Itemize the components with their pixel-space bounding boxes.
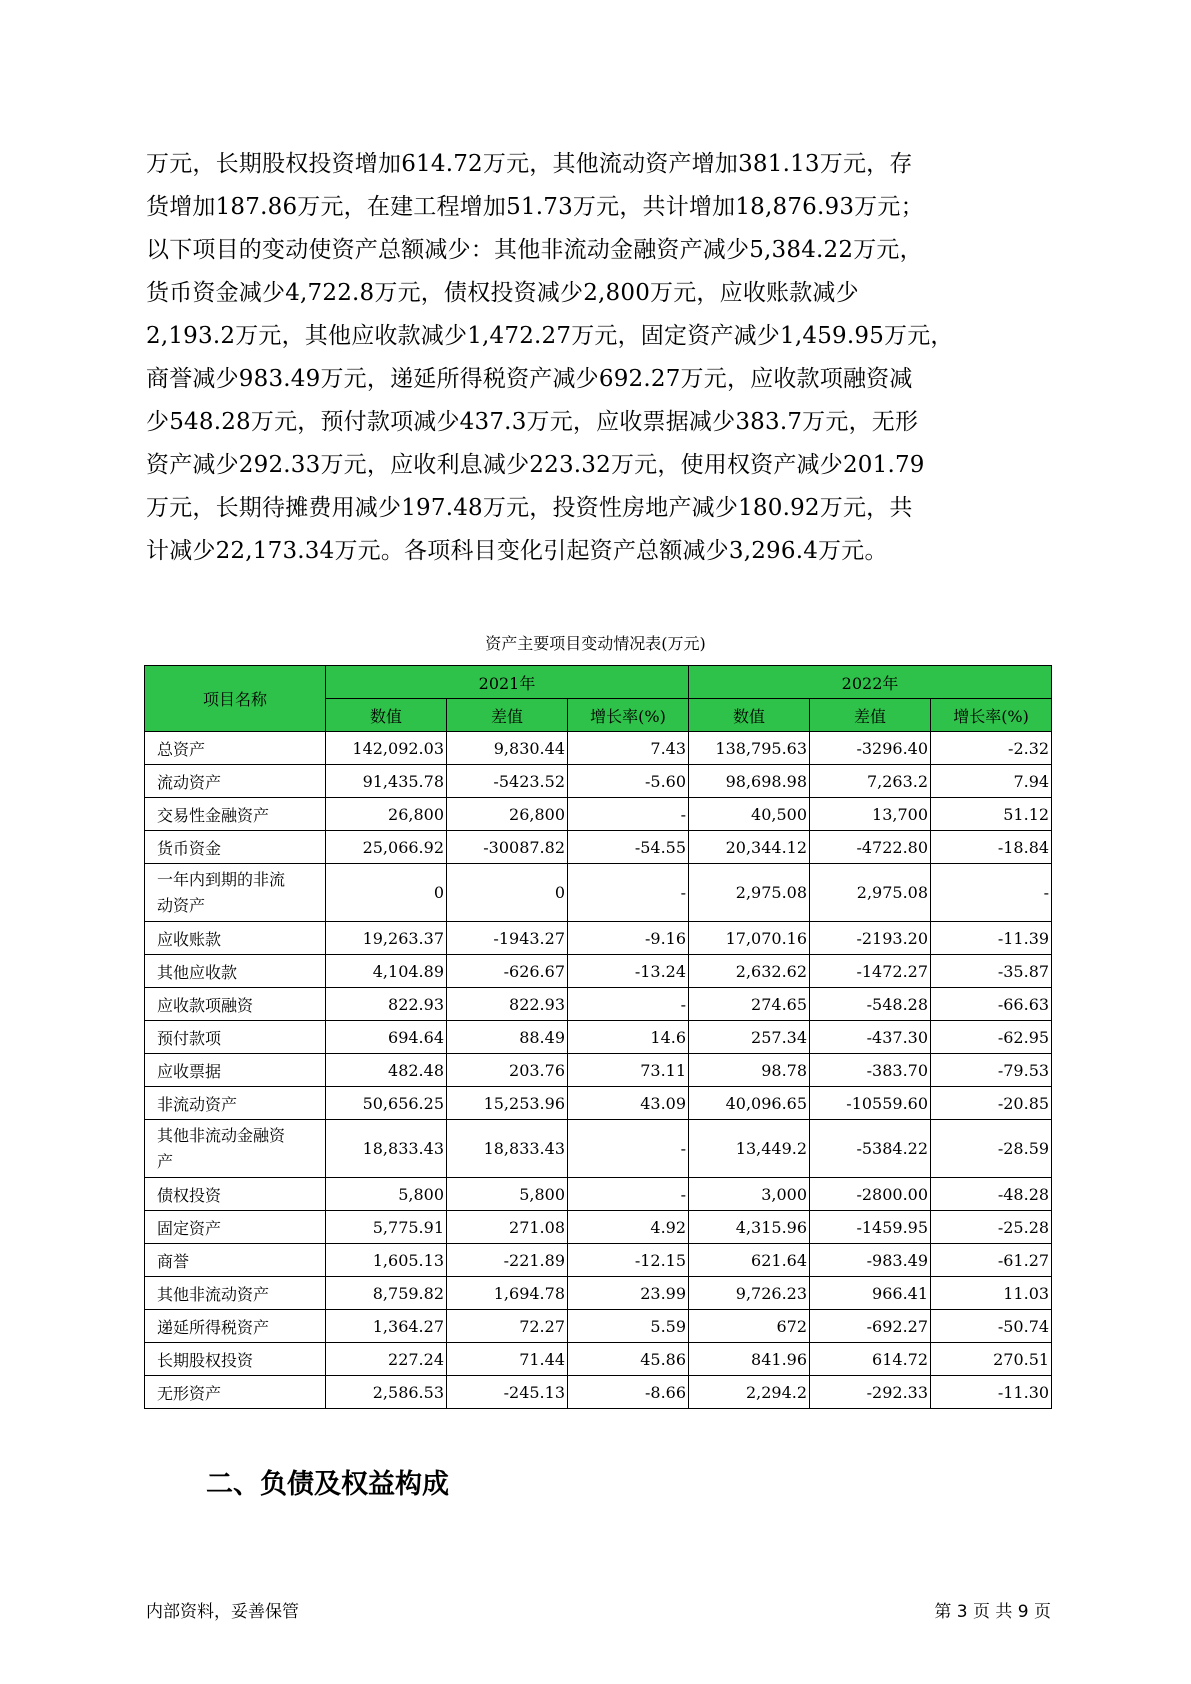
cell-difference-2022: -548.28	[810, 988, 931, 1021]
paragraph-line: 万元，长期股权投资增加614.72万元，其他流动资产增加381.13万元，存	[146, 151, 913, 177]
cell-value-2021: 18,833.43	[326, 1120, 447, 1178]
table-row	[145, 1277, 1052, 1310]
subheader-value: 数值	[326, 699, 447, 732]
row-item-name: 应收款项融资	[145, 988, 326, 1021]
subheader-growth-rate: 增长率(%)	[568, 699, 689, 732]
row-item-name-line: 一年内到期的非流	[157, 869, 286, 889]
cell-difference-2022: 2,975.08	[810, 864, 931, 922]
body-paragraph	[146, 143, 1046, 573]
cell-value-2022: 138,795.63	[689, 732, 810, 765]
cell-growth-rate-2021: 43.09	[568, 1087, 689, 1120]
cell-difference-2021: 71.44	[447, 1343, 568, 1376]
cell-difference-2022: -292.33	[810, 1376, 931, 1409]
row-item-name: 无形资产	[145, 1376, 326, 1409]
table-row	[145, 1087, 1052, 1120]
paragraph-line: 计减少22,173.34万元。各项科目变化引起资产总额减少3,296.4万元。	[146, 538, 888, 564]
cell-growth-rate-2021: -13.24	[568, 955, 689, 988]
cell-difference-2022: -5384.22	[810, 1120, 931, 1178]
row-item-name: 商誉	[145, 1244, 326, 1277]
table-row	[145, 1054, 1052, 1087]
cell-growth-rate-2022: -66.63	[931, 988, 1052, 1021]
cell-growth-rate-2021: 23.99	[568, 1277, 689, 1310]
row-item-name: 其他非流动资产	[145, 1277, 326, 1310]
header-year-2021: 2021年	[326, 666, 689, 699]
subheader-difference: 差值	[810, 699, 931, 732]
cell-value-2022: 2,294.2	[689, 1376, 810, 1409]
cell-difference-2021: 1,694.78	[447, 1277, 568, 1310]
cell-growth-rate-2022: -28.59	[931, 1120, 1052, 1178]
cell-value-2022: 40,500	[689, 798, 810, 831]
table-row	[145, 864, 1052, 922]
cell-growth-rate-2021: 7.43	[568, 732, 689, 765]
paragraph-line: 货增加187.86万元，在建工程增加51.73万元，共计增加18,876.93万元；	[146, 194, 924, 220]
cell-difference-2022: -10559.60	[810, 1087, 931, 1120]
cell-growth-rate-2021: 4.92	[568, 1211, 689, 1244]
cell-growth-rate-2021: 73.11	[568, 1054, 689, 1087]
cell-growth-rate-2022: 11.03	[931, 1277, 1052, 1310]
paragraph-line: 以下项目的变动使资产总额减少：其他非流动金融资产减少5,384.22万元，	[146, 237, 923, 263]
row-item-name: 流动资产	[145, 765, 326, 798]
cell-value-2022: 4,315.96	[689, 1211, 810, 1244]
cell-growth-rate-2021: 45.86	[568, 1343, 689, 1376]
cell-growth-rate-2021: -54.55	[568, 831, 689, 864]
cell-difference-2022: 614.72	[810, 1343, 931, 1376]
cell-growth-rate-2022: 51.12	[931, 798, 1052, 831]
cell-value-2021: 822.93	[326, 988, 447, 1021]
cell-growth-rate-2022: -61.27	[931, 1244, 1052, 1277]
cell-value-2022: 672	[689, 1310, 810, 1343]
table-row	[145, 1178, 1052, 1211]
table-row	[145, 765, 1052, 798]
row-item-name-line: 其他非流动金融资	[157, 1125, 286, 1145]
table-header-row	[145, 666, 1052, 699]
table-row	[145, 831, 1052, 864]
cell-growth-rate-2021: -	[568, 798, 689, 831]
table-row	[145, 922, 1052, 955]
cell-growth-rate-2022: -11.39	[931, 922, 1052, 955]
cell-difference-2022: -2800.00	[810, 1178, 931, 1211]
cell-difference-2021: -5423.52	[447, 765, 568, 798]
cell-value-2022: 9,726.23	[689, 1277, 810, 1310]
cell-value-2021: 0	[326, 864, 447, 922]
row-item-name: 固定资产	[145, 1211, 326, 1244]
cell-value-2021: 1,605.13	[326, 1244, 447, 1277]
cell-difference-2022: -437.30	[810, 1021, 931, 1054]
row-item-name: 应收票据	[145, 1054, 326, 1087]
cell-difference-2022: -692.27	[810, 1310, 931, 1343]
paragraph-line: 万元，长期待摊费用减少197.48万元，投资性房地产减少180.92万元，共	[146, 495, 913, 521]
table-row	[145, 1310, 1052, 1343]
cell-value-2021: 26,800	[326, 798, 447, 831]
cell-growth-rate-2022: -11.30	[931, 1376, 1052, 1409]
cell-difference-2021: 271.08	[447, 1211, 568, 1244]
table-row	[145, 1120, 1052, 1178]
table-row	[145, 1244, 1052, 1277]
cell-growth-rate-2021: 5.59	[568, 1310, 689, 1343]
cell-value-2022: 13,449.2	[689, 1120, 810, 1178]
row-item-name-line: 产	[157, 1151, 174, 1171]
cell-growth-rate-2021: -9.16	[568, 922, 689, 955]
table-row	[145, 1211, 1052, 1244]
cell-value-2022: 841.96	[689, 1343, 810, 1376]
row-item-name: 货币资金	[145, 831, 326, 864]
cell-growth-rate-2022: -25.28	[931, 1211, 1052, 1244]
cell-value-2022: 2,632.62	[689, 955, 810, 988]
cell-value-2021: 482.48	[326, 1054, 447, 1087]
cell-difference-2022: 13,700	[810, 798, 931, 831]
cell-growth-rate-2022: -2.32	[931, 732, 1052, 765]
cell-difference-2022: 7,263.2	[810, 765, 931, 798]
cell-difference-2021: 15,253.96	[447, 1087, 568, 1120]
header-year-2022: 2022年	[689, 666, 1052, 699]
cell-difference-2021: 5,800	[447, 1178, 568, 1211]
cell-difference-2022: -383.70	[810, 1054, 931, 1087]
row-item-name: 交易性金融资产	[145, 798, 326, 831]
cell-growth-rate-2021: -5.60	[568, 765, 689, 798]
cell-difference-2021: 0	[447, 864, 568, 922]
cell-difference-2021: 9,830.44	[447, 732, 568, 765]
cell-difference-2021: -30087.82	[447, 831, 568, 864]
cell-growth-rate-2022: -79.53	[931, 1054, 1052, 1087]
cell-value-2021: 5,800	[326, 1178, 447, 1211]
row-item-name: 其他应收款	[145, 955, 326, 988]
cell-growth-rate-2021: -12.15	[568, 1244, 689, 1277]
table-row	[145, 988, 1052, 1021]
cell-value-2022: 98.78	[689, 1054, 810, 1087]
row-item-name	[145, 864, 326, 922]
cell-growth-rate-2021: -	[568, 1178, 689, 1211]
cell-growth-rate-2022: 270.51	[931, 1343, 1052, 1376]
cell-growth-rate-2021: -8.66	[568, 1376, 689, 1409]
cell-difference-2022: -1472.27	[810, 955, 931, 988]
cell-value-2022: 257.34	[689, 1021, 810, 1054]
footer-page-number: 第 3 页 共 9 页	[934, 1602, 1051, 1622]
cell-value-2021: 1,364.27	[326, 1310, 447, 1343]
table-row	[145, 1343, 1052, 1376]
footer-confidential-note: 内部资料，妥善保管	[146, 1602, 299, 1622]
cell-difference-2021: -1943.27	[447, 922, 568, 955]
cell-difference-2021: -221.89	[447, 1244, 568, 1277]
cell-growth-rate-2021: -	[568, 988, 689, 1021]
cell-value-2022: 621.64	[689, 1244, 810, 1277]
asset-change-table	[144, 665, 1052, 1409]
cell-difference-2021: 26,800	[447, 798, 568, 831]
cell-difference-2022: 966.41	[810, 1277, 931, 1310]
table-caption: 资产主要项目变动情况表(万元)	[485, 634, 706, 653]
row-item-name: 非流动资产	[145, 1087, 326, 1120]
cell-value-2022: 274.65	[689, 988, 810, 1021]
subheader-value: 数值	[689, 699, 810, 732]
row-item-name: 应收账款	[145, 922, 326, 955]
row-item-name: 预付款项	[145, 1021, 326, 1054]
subheader-difference: 差值	[447, 699, 568, 732]
cell-value-2021: 2,586.53	[326, 1376, 447, 1409]
cell-growth-rate-2021: -	[568, 864, 689, 922]
row-item-name: 债权投资	[145, 1178, 326, 1211]
cell-growth-rate-2022: -18.84	[931, 831, 1052, 864]
cell-growth-rate-2022: 7.94	[931, 765, 1052, 798]
cell-value-2021: 142,092.03	[326, 732, 447, 765]
cell-difference-2021: 822.93	[447, 988, 568, 1021]
cell-difference-2022: -3296.40	[810, 732, 931, 765]
paragraph-line: 商誉减少983.49万元，递延所得税资产减少692.27万元，应收款项融资减	[146, 366, 913, 392]
paragraph-line: 少548.28万元，预付款项减少437.3万元，应收票据减少383.7万元，无形	[146, 409, 919, 435]
cell-value-2021: 694.64	[326, 1021, 447, 1054]
cell-value-2022: 2,975.08	[689, 864, 810, 922]
cell-growth-rate-2022: -50.74	[931, 1310, 1052, 1343]
table-row	[145, 955, 1052, 988]
cell-value-2021: 5,775.91	[326, 1211, 447, 1244]
row-item-name: 长期股权投资	[145, 1343, 326, 1376]
cell-value-2022: 40,096.65	[689, 1087, 810, 1120]
cell-value-2021: 25,066.92	[326, 831, 447, 864]
cell-value-2022: 3,000	[689, 1178, 810, 1211]
row-item-name	[145, 1120, 326, 1178]
cell-difference-2022: -4722.80	[810, 831, 931, 864]
table-row	[145, 798, 1052, 831]
paragraph-line: 资产减少292.33万元，应收利息减少223.32万元，使用权资产减少201.79	[146, 452, 925, 478]
cell-difference-2022: -1459.95	[810, 1211, 931, 1244]
cell-growth-rate-2021: -	[568, 1120, 689, 1178]
table-row	[145, 1021, 1052, 1054]
cell-difference-2021: 72.27	[447, 1310, 568, 1343]
table-row	[145, 732, 1052, 765]
cell-growth-rate-2022: -35.87	[931, 955, 1052, 988]
table-row	[145, 1376, 1052, 1409]
cell-value-2022: 98,698.98	[689, 765, 810, 798]
cell-value-2021: 50,656.25	[326, 1087, 447, 1120]
cell-value-2022: 17,070.16	[689, 922, 810, 955]
cell-growth-rate-2022: -20.85	[931, 1087, 1052, 1120]
cell-difference-2021: -245.13	[447, 1376, 568, 1409]
cell-difference-2021: 203.76	[447, 1054, 568, 1087]
row-item-name: 递延所得税资产	[145, 1310, 326, 1343]
cell-growth-rate-2022: -	[931, 864, 1052, 922]
cell-growth-rate-2022: -48.28	[931, 1178, 1052, 1211]
subheader-growth-rate: 增长率(%)	[931, 699, 1052, 732]
cell-growth-rate-2021: 14.6	[568, 1021, 689, 1054]
table-body	[145, 732, 1052, 1409]
cell-value-2021: 8,759.82	[326, 1277, 447, 1310]
cell-growth-rate-2022: -62.95	[931, 1021, 1052, 1054]
paragraph-line: 2,193.2万元，其他应收款减少1,472.27万元，固定资产减少1,459.95万元，	[146, 323, 954, 349]
cell-difference-2022: -983.49	[810, 1244, 931, 1277]
row-item-name-line: 动资产	[157, 895, 206, 915]
cell-difference-2022: -2193.20	[810, 922, 931, 955]
cell-difference-2021: 88.49	[447, 1021, 568, 1054]
header-item-name: 项目名称	[145, 666, 326, 732]
cell-difference-2021: -626.67	[447, 955, 568, 988]
cell-value-2021: 19,263.37	[326, 922, 447, 955]
cell-value-2021: 227.24	[326, 1343, 447, 1376]
cell-value-2021: 4,104.89	[326, 955, 447, 988]
cell-value-2021: 91,435.78	[326, 765, 447, 798]
section-heading: 二、负债及权益构成	[206, 1469, 449, 1500]
row-item-name: 总资产	[145, 732, 326, 765]
paragraph-line: 货币资金减少4,722.8万元，债权投资减少2,800万元，应收账款减少	[146, 280, 859, 306]
cell-value-2022: 20,344.12	[689, 831, 810, 864]
cell-difference-2021: 18,833.43	[447, 1120, 568, 1178]
